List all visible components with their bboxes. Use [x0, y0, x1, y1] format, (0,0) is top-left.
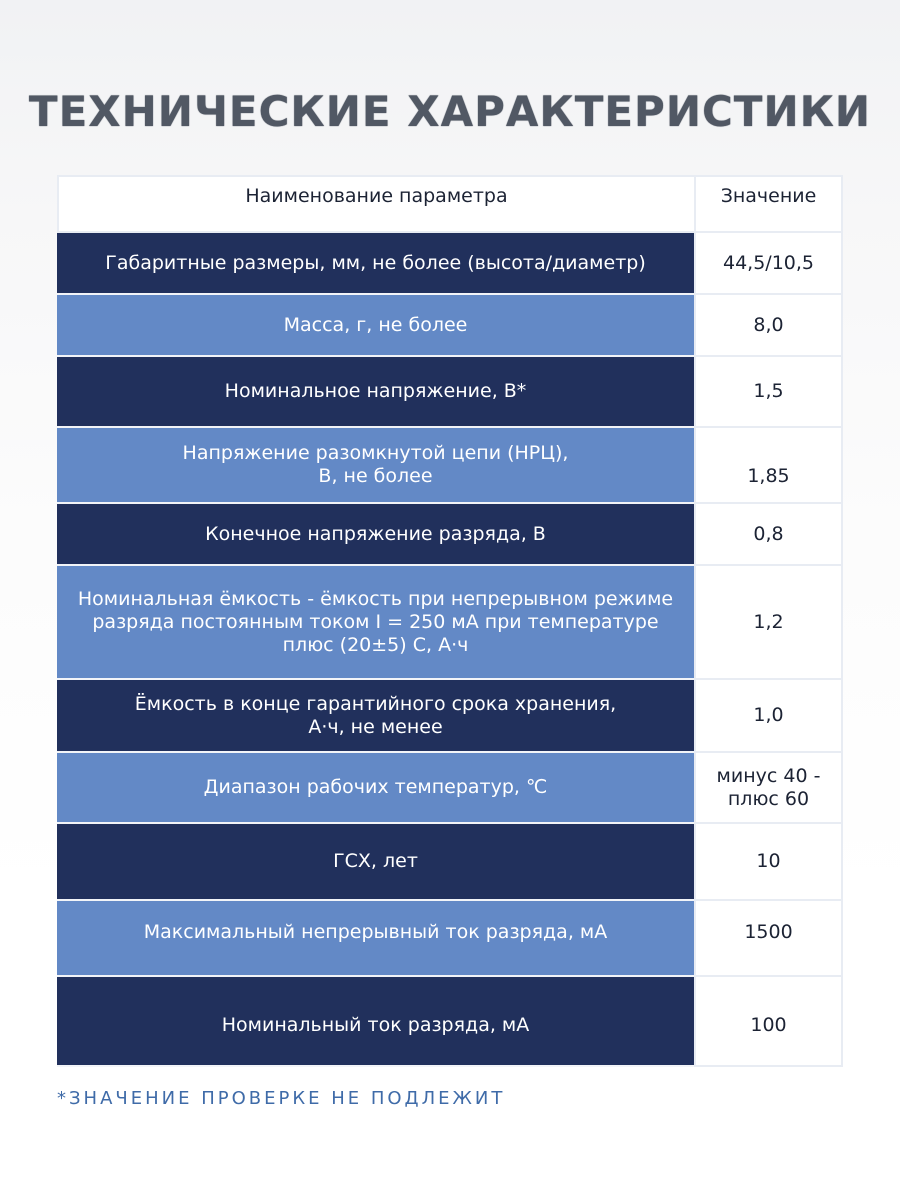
table-row — [57, 901, 843, 977]
parameter-value: 1,0 — [694, 680, 843, 753]
table-row — [57, 504, 843, 566]
page-title: ТЕХНИЧЕСКИЕ ХАРАКТЕРИСТИКИ — [28, 87, 872, 136]
table-row — [57, 680, 843, 753]
table-row — [57, 566, 843, 680]
parameter-name: Номинальная ёмкость - ёмкость при непрерывном режиме разряда постоянным током I = 250 мА при температуре плюс (20±5) С, А·ч — [57, 566, 694, 680]
table-header-row — [57, 175, 843, 233]
parameter-value: 10 — [694, 824, 843, 901]
table-row — [57, 977, 843, 1067]
parameter-name: Ёмкость в конце гарантийного срока хранения, А·ч, не менее — [57, 680, 694, 753]
table-row — [57, 233, 843, 295]
table-row — [57, 428, 843, 504]
table-row — [57, 295, 843, 357]
parameter-name: Номинальное напряжение, В* — [57, 357, 694, 428]
parameter-value: 100 — [694, 977, 843, 1067]
table-row — [57, 824, 843, 901]
parameter-value: 1,85 — [694, 428, 843, 504]
parameter-name: Габаритные размеры, мм, не более (высота/диаметр) — [57, 233, 694, 295]
parameter-name: Номинальный ток разряда, мА — [57, 977, 694, 1067]
parameter-name: Конечное напряжение разряда, В — [57, 504, 694, 566]
footnote: *ЗНАЧЕНИЕ ПРОВЕРКЕ НЕ ПОДЛЕЖИТ — [57, 1088, 506, 1109]
parameter-value: 1,5 — [694, 357, 843, 428]
parameter-name: Напряжение разомкнутой цепи (НРЦ), В, не более — [57, 428, 694, 504]
parameter-name: Масса, г, не более — [57, 295, 694, 357]
table-row — [57, 753, 843, 824]
parameter-value: 44,5/10,5 — [694, 233, 843, 295]
parameter-value: минус 40 - плюс 60 — [694, 753, 843, 824]
parameter-name: Диапазон рабочих температур, ℃ — [57, 753, 694, 824]
specifications-table — [57, 175, 843, 1067]
header-parameter-name: Наименование параметра — [57, 175, 694, 233]
table-row — [57, 357, 843, 428]
parameter-name: ГСХ, лет — [57, 824, 694, 901]
parameter-name: Максимальный непрерывный ток разряда, мА — [57, 901, 694, 977]
header-value: Значение — [694, 175, 843, 233]
parameter-value: 1500 — [694, 901, 843, 977]
parameter-value: 1,2 — [694, 566, 843, 680]
parameter-value: 0,8 — [694, 504, 843, 566]
parameter-value: 8,0 — [694, 295, 843, 357]
